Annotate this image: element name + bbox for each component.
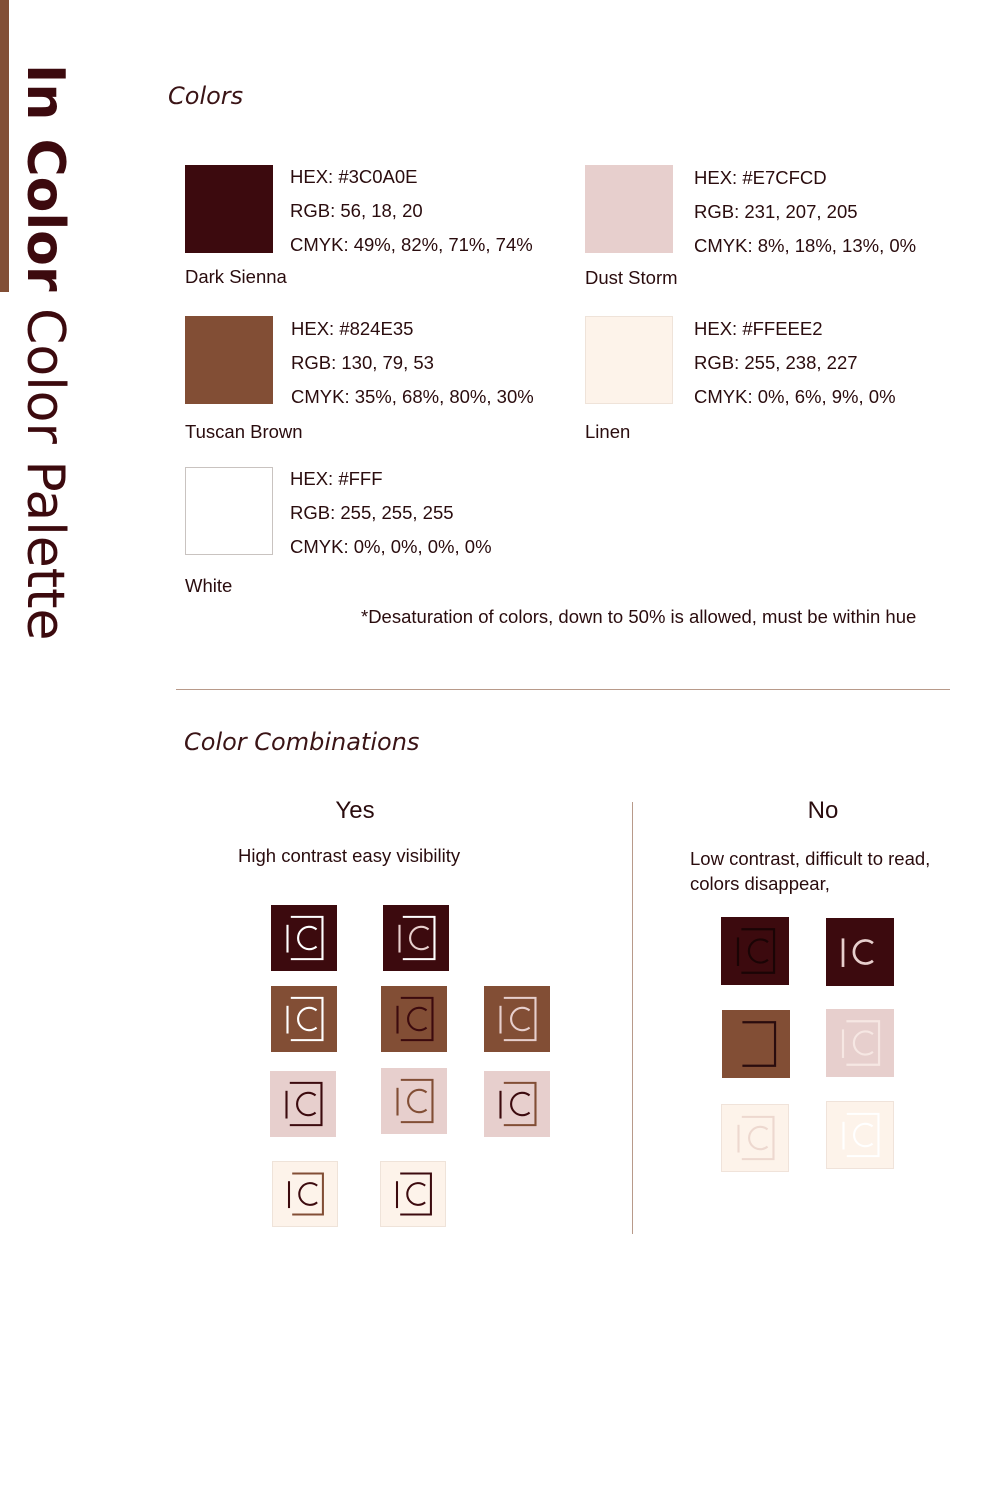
logo-tile: [381, 1068, 447, 1134]
logo-tile: [383, 905, 449, 971]
ic-monogram-icon: [827, 1102, 893, 1168]
logo-tile: [271, 986, 337, 1052]
swatch-dust-storm: [585, 165, 673, 253]
combinations-heading: Color Combinations: [184, 728, 420, 756]
section-divider: [176, 689, 950, 690]
ic-monogram-icon: [273, 1162, 337, 1226]
ic-monogram-icon: [826, 1009, 894, 1077]
logo-tile: [484, 1071, 550, 1137]
yes-subtitle: High contrast easy visibility: [238, 845, 461, 866]
logo-tile: [721, 1104, 789, 1172]
ic-monogram-icon: [721, 917, 789, 985]
column-divider: [632, 802, 633, 1234]
rgb-value: RGB: 231, 207, 205: [694, 201, 858, 222]
page-title-light: Color Palette: [15, 308, 75, 641]
desaturation-note: *Desaturation of colors, down to 50% is allowed, must be within hue: [361, 606, 917, 627]
no-subtitle-line1: Low contrast, difficult to read,: [690, 848, 931, 869]
cmyk-value: CMYK: 0%, 6%, 9%, 0%: [694, 386, 896, 407]
swatch-info-white: [290, 468, 492, 570]
logo-tile: [826, 1101, 894, 1169]
swatch-tuscan-brown: [185, 316, 273, 404]
swatch-name: Linen: [585, 421, 631, 442]
rgb-value: RGB: 255, 238, 227: [694, 352, 858, 373]
ic-monogram-icon: [381, 1068, 447, 1134]
logo-tile: [484, 986, 550, 1052]
ic-monogram-icon: [484, 1071, 550, 1137]
swatch-dark-sienna: [185, 165, 273, 253]
logo-tile: [270, 1071, 336, 1137]
no-subtitle: [690, 846, 930, 896]
hex-value: HEX: #3C0A0E: [290, 166, 418, 187]
swatch-name: White: [185, 575, 233, 596]
cmyk-value: CMYK: 8%, 18%, 13%, 0%: [694, 235, 917, 256]
logo-tile: [272, 1161, 338, 1227]
swatch-info-tuscan-brown: [291, 318, 534, 420]
ic-monogram-icon: [381, 986, 447, 1052]
logo-tile: [381, 986, 447, 1052]
swatch-info-linen: [694, 318, 896, 420]
ic-monogram-icon: [381, 1162, 445, 1226]
rgb-value: RGB: 255, 255, 255: [290, 502, 454, 523]
accent-bar: [0, 0, 9, 292]
ic-monogram-icon: [270, 1071, 336, 1137]
rgb-value: RGB: 130, 79, 53: [291, 352, 434, 373]
cmyk-value: CMYK: 35%, 68%, 80%, 30%: [291, 386, 534, 407]
hex-value: HEX: #E7CFCD: [694, 167, 827, 188]
ic-monogram-icon: [722, 1105, 788, 1171]
colors-heading: Colors: [168, 82, 244, 110]
ic-monogram-icon: [271, 905, 337, 971]
hex-value: HEX: #824E35: [291, 318, 414, 339]
swatch-name: Dust Storm: [585, 267, 678, 288]
yes-heading: Yes: [335, 797, 375, 824]
swatch-info-dark-sienna: [290, 166, 533, 268]
logo-tile: [721, 917, 789, 985]
swatch-linen: [585, 316, 673, 404]
ic-monogram-icon: [271, 986, 337, 1052]
ic-monogram-icon: [484, 986, 550, 1052]
hex-value: HEX: #FFF: [290, 468, 383, 489]
ic-monogram-icon: [722, 1010, 790, 1078]
page-title-bold: In Color: [15, 64, 75, 292]
swatch-name: Dark Sienna: [185, 266, 287, 287]
ic-monogram-icon: [383, 905, 449, 971]
swatch-info-dust-storm: [694, 167, 916, 269]
rgb-value: RGB: 56, 18, 20: [290, 200, 423, 221]
hex-value: HEX: #FFEEE2: [694, 318, 823, 339]
cmyk-value: CMYK: 0%, 0%, 0%, 0%: [290, 536, 492, 557]
logo-tile: [722, 1010, 790, 1078]
logo-tile: [380, 1161, 446, 1227]
page-title: [15, 64, 75, 641]
no-heading: No: [807, 797, 839, 824]
ic-monogram-icon: [826, 918, 894, 986]
swatch-white: [185, 467, 273, 555]
logo-tile: [271, 905, 337, 971]
logo-tile: [826, 918, 894, 986]
cmyk-value: CMYK: 49%, 82%, 71%, 74%: [290, 234, 533, 255]
swatch-name: Tuscan Brown: [185, 421, 303, 442]
logo-tile: [826, 1009, 894, 1077]
no-subtitle-line2: colors disappear,: [690, 873, 830, 894]
